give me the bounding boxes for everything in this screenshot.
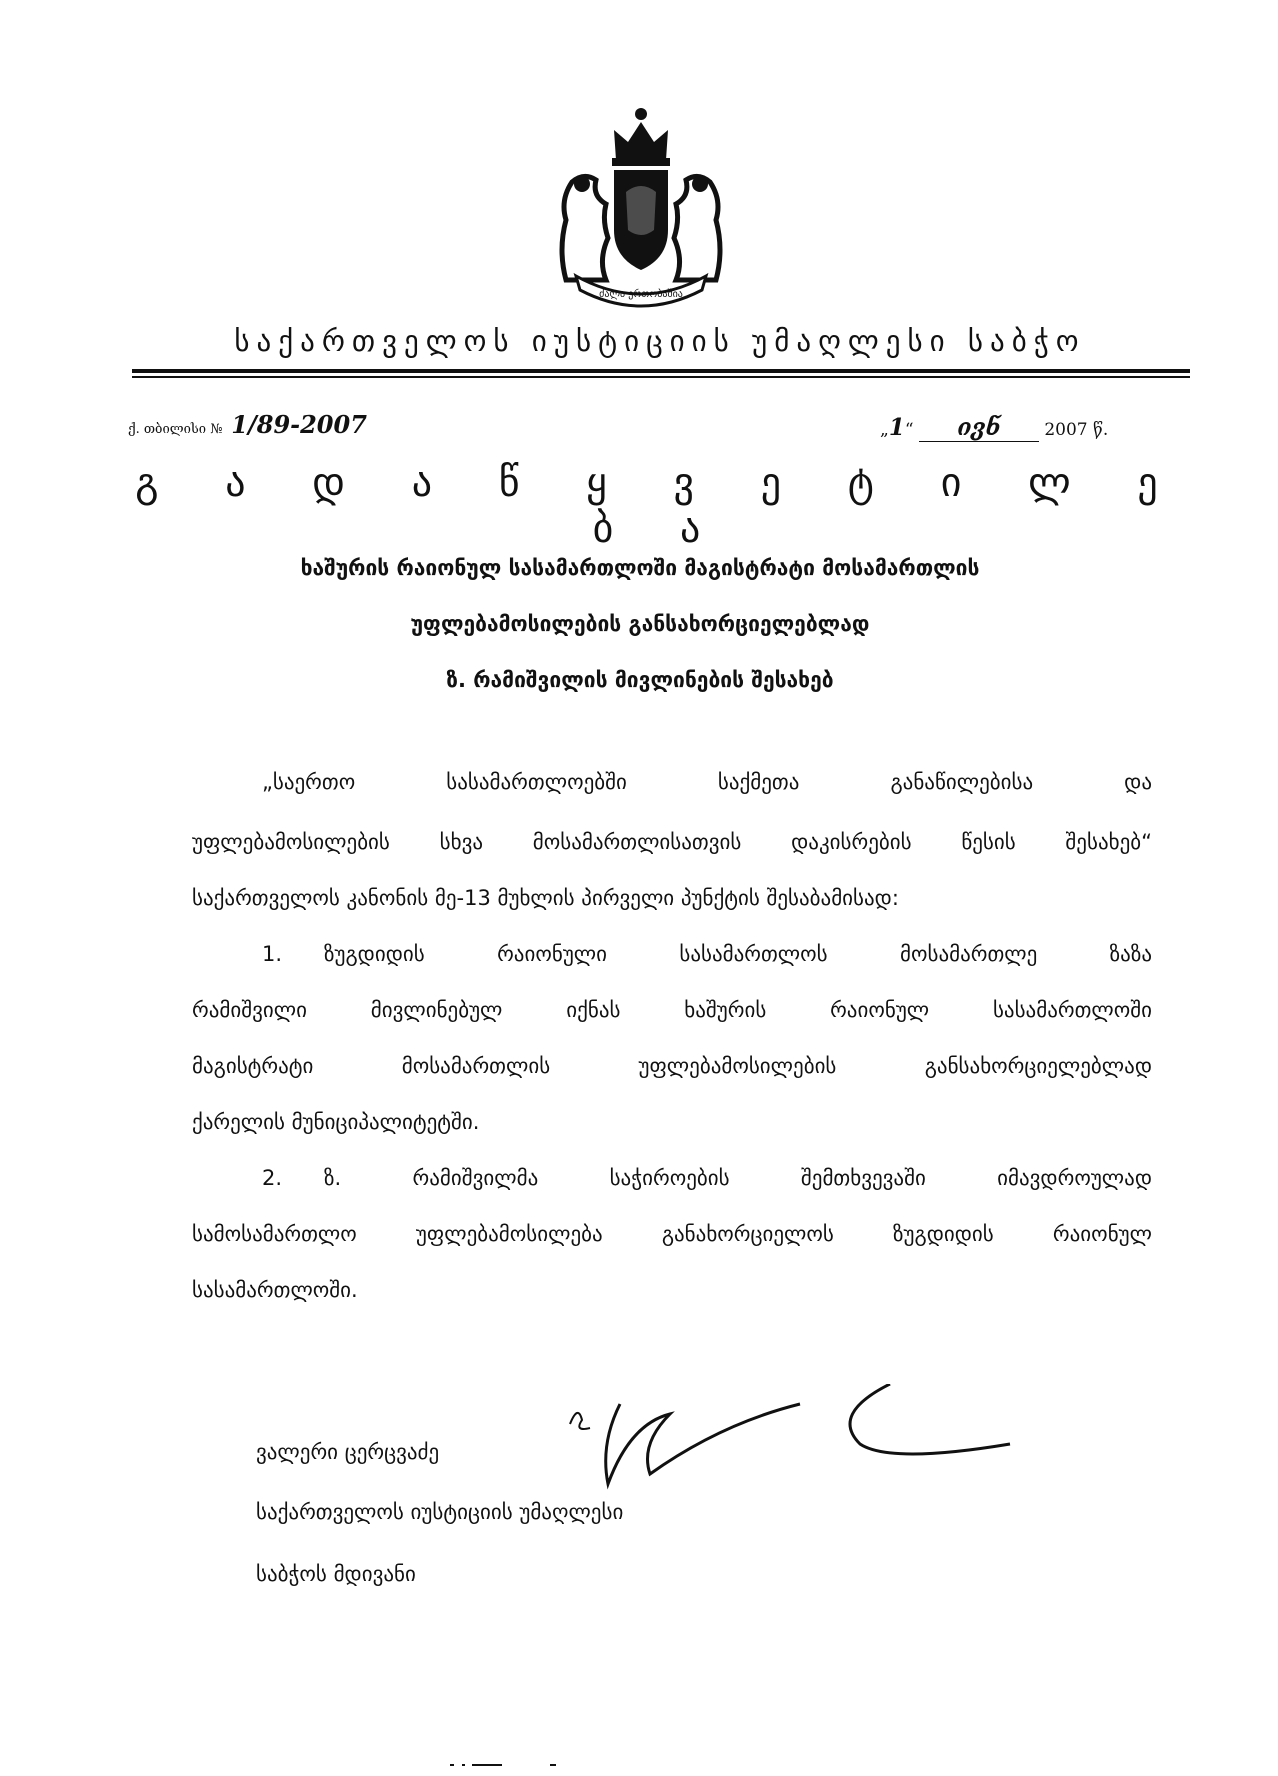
scan-artifact-marks bbox=[450, 1762, 650, 1768]
handwritten-signature bbox=[560, 1384, 1060, 1504]
emblem-motto: ძალა ერთობაშია bbox=[599, 289, 683, 300]
header-rule-thin bbox=[132, 376, 1190, 378]
item-1-first-line bbox=[262, 942, 1152, 966]
item-1-first-text: ზუგდიდის რაიონული სასამართლოს მოსამართლე ზაზა bbox=[324, 942, 1152, 966]
organization-name: საქართველოს იუსტიციის უმაღლესი საბჭო bbox=[234, 324, 1086, 358]
item-2-line: სამოსამართლო უფლებამოსილება განახორციელოს ზუგდიდის რაიონულ bbox=[192, 1222, 1152, 1246]
item-1-line: ქარელის მუნიციპალიტეტში. bbox=[192, 1110, 480, 1134]
preamble-line-2: უფლებამოსილების სხვა მოსამართლისათვის დაკისრების წესის შესახებ“ bbox=[192, 830, 1152, 854]
date-year: 2007 წ. bbox=[1044, 420, 1109, 440]
signatory-name: ვალერი ცერცვაძე bbox=[256, 1440, 440, 1464]
signatory-title-line-1: საქართველოს იუსტიციის უმაღლესი bbox=[256, 1500, 624, 1524]
date-month: ივნ bbox=[957, 414, 1001, 441]
reference-number: 1/89-2007 bbox=[231, 410, 367, 439]
item-1-line: მაგისტრატი მოსამართლის უფლებამოსილების განსახორციელებლად bbox=[192, 1054, 1152, 1078]
item-1-line: რამიშვილი მივლინებულ იქნას ხაშურის რაიონულ სასამართლოში bbox=[192, 998, 1152, 1022]
item-1-number: 1. bbox=[262, 942, 283, 966]
subject-line-2: უფლებამოსილების განსახორციელებლად bbox=[410, 612, 870, 636]
georgia-coat-of-arms-icon bbox=[536, 100, 746, 310]
item-2-number: 2. bbox=[262, 1166, 283, 1190]
date-day: 1 bbox=[888, 414, 905, 441]
document-title: გ ა დ ა წ ყ ვ ე ტ ი ლ ე ბ ა bbox=[135, 460, 1185, 552]
signatory-title-line-2: საბჭოს მდივანი bbox=[256, 1562, 416, 1586]
reference-label: ქ. თბილისი № bbox=[128, 422, 223, 437]
header-rule-thick bbox=[132, 369, 1190, 373]
item-2-first-text: ზ. რამიშვილმა საჭიროების შემთხვევაში იმავდროულად bbox=[324, 1166, 1152, 1190]
reference-line bbox=[128, 410, 367, 439]
preamble-line-1: „საერთო სასამართლოებში საქმეთა განაწილებისა და bbox=[262, 770, 1152, 794]
date-line: „1“ ივნ 2007 წ. bbox=[880, 414, 1109, 441]
subject-line-1: ხაშურის რაიონულ სასამართლოში მაგისტრატი მოსამართლის bbox=[300, 556, 980, 580]
subject-line-3: ზ. რამიშვილის მივლინების შესახებ bbox=[446, 668, 834, 692]
item-2-line: სასამართლოში. bbox=[192, 1278, 358, 1302]
preamble-line-3: საქართველოს კანონის მე-13 მუხლის პირველი პუნქტის შესაბამისად: bbox=[192, 886, 899, 910]
item-2-first-line bbox=[262, 1166, 1152, 1190]
